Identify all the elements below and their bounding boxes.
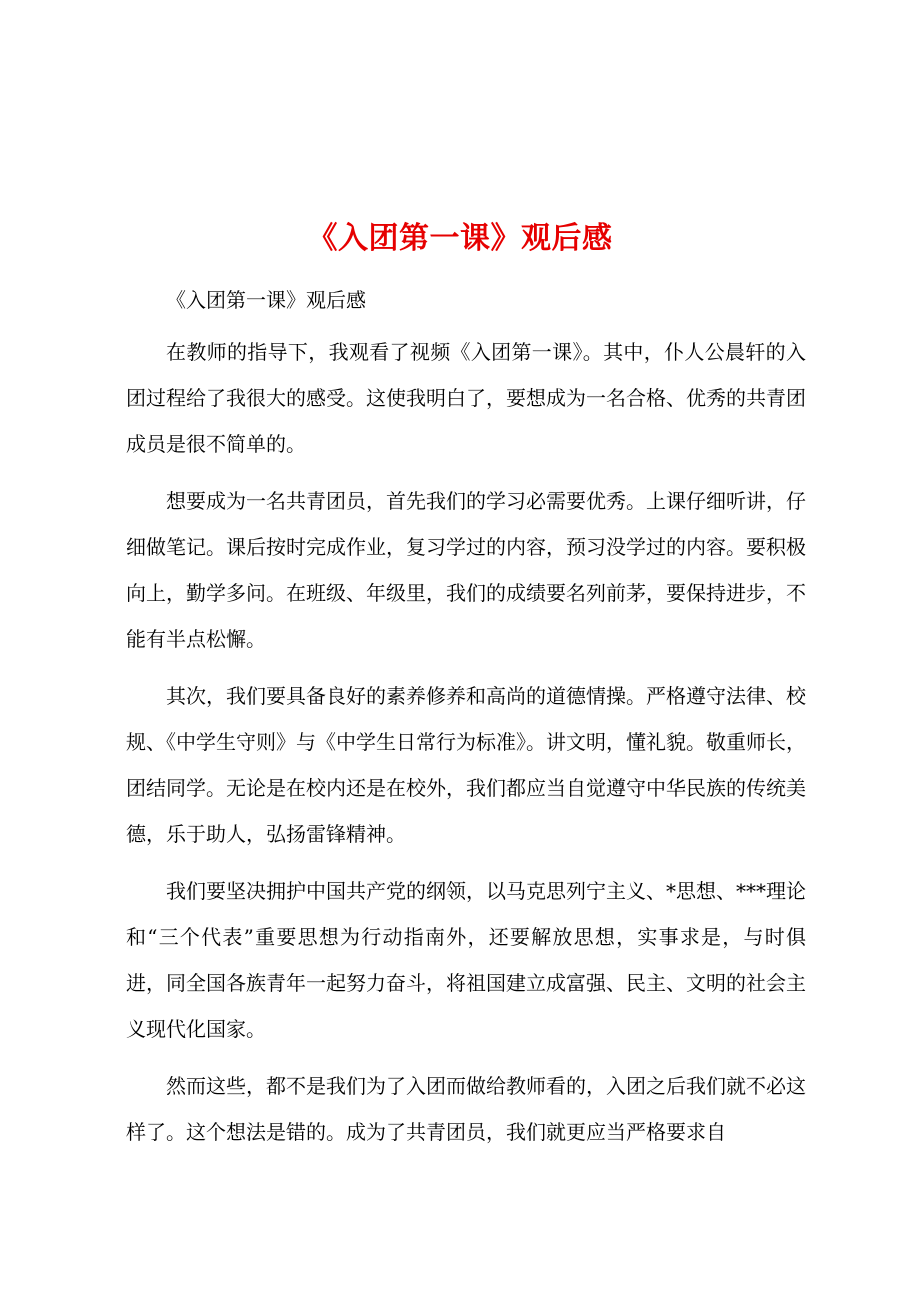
paragraph: 想要成为一名共青团员，首先我们的学习必需要优秀。上课仔细听讲，仔细做笔记。课后按时完成作业，复习学过的内容，预习没学过的内容。要积极向上，勤学多问。在班级、年级里，我们的成绩要名列前茅，要保持进步，不能有半点松懈。	[126, 489, 806, 651]
paragraph: 在教师的指导下，我观看了视频《入团第一课》。其中，仆人公晨轩的入团过程给了我很大的感受。这使我明白了，要想成为一名合格、优秀的共青团成员是很不简单的。	[126, 340, 806, 456]
document-subtitle: 《入团第一课》观后感	[166, 288, 366, 312]
document-body	[126, 277, 806, 1166]
document-title: 《入团第一课》观后感	[307, 221, 613, 257]
paragraph: 然而这些，都不是我们为了入团而做给教师看的，入团之后我们就不必这样了。这个想法是错的。成为了共青团员，我们就更应当严格要求自	[126, 1074, 806, 1144]
paragraph: 其次，我们要具备良好的素养修养和高尚的道德情操。严格遵守法律、校规、《中学生守则》与《中学生日常行为标准》。讲文明，懂礼貌。敬重师长，团结同学。无论是在校内还是在校外，我们都应当自觉遵守中华民族的传统美德，乐于助人，弘扬雷锋精神。	[126, 684, 806, 846]
paragraph: 我们要坚决拥护中国共产党的纲领，以马克思列宁主义、*思想、***理论和“三个代表”重要思想为行动指南外，还要解放思想，实事求是，与时俱进，同全国各族青年一起努力奋斗，将祖国建立成富强、民主、文明的社会主义现代化国家。	[126, 879, 806, 1041]
